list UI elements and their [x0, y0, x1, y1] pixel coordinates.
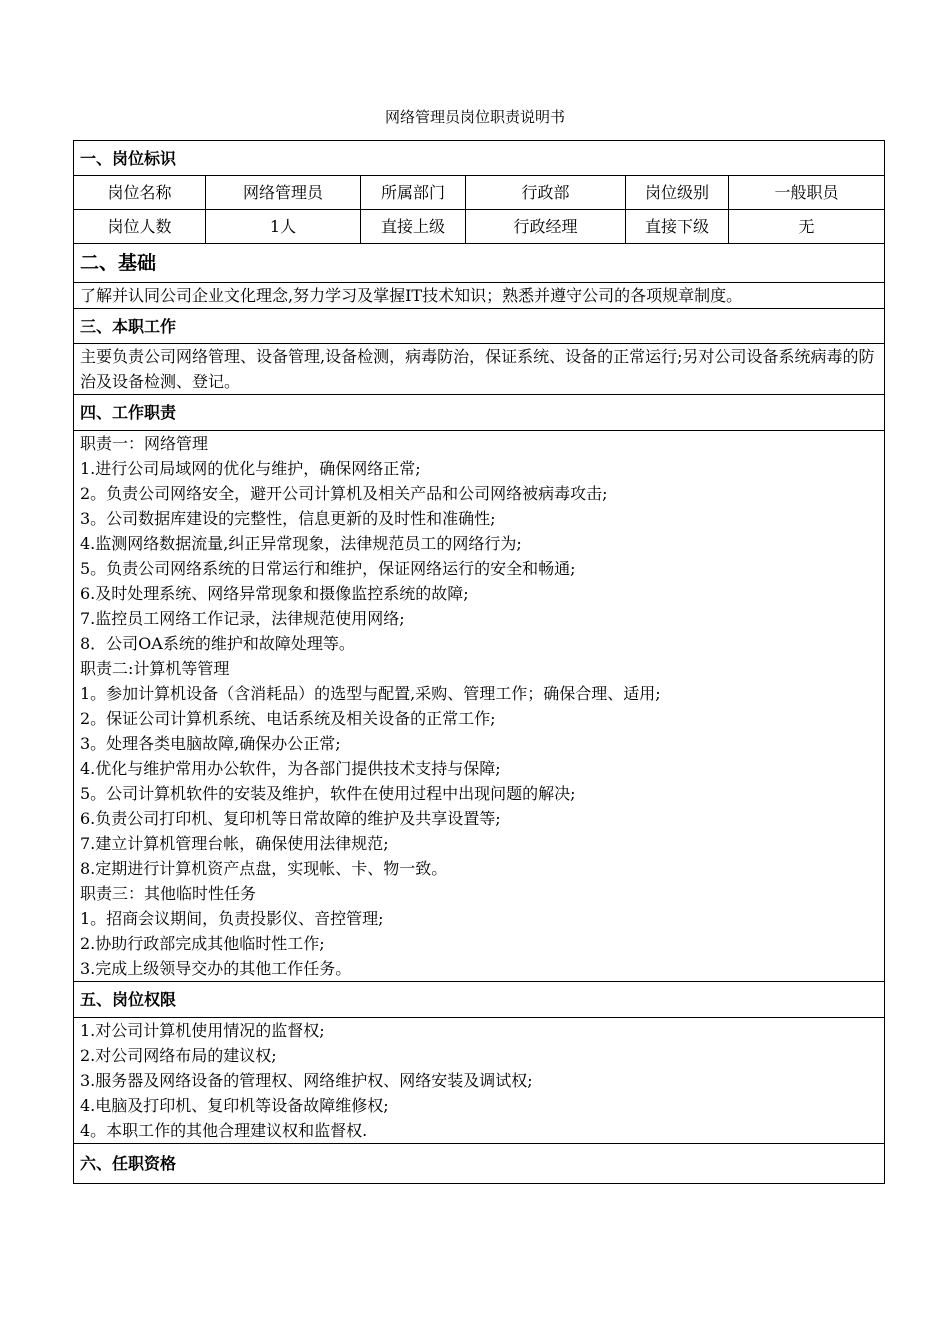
duty-line: 5。负责公司网络系统的日常运行和维护，保证网络运行的安全和畅通;: [80, 559, 576, 578]
authority-line: 2.对公司网络布局的建议权;: [80, 1046, 277, 1065]
duty-line: 5。公司计算机软件的安装及维护，软件在使用过程中出现问题的解决;: [80, 784, 576, 803]
value-department: 行政部: [466, 176, 626, 210]
duty-line: 7.建立计算机管理台帐，确保使用法律规范;: [80, 834, 389, 853]
duty-line: 6.负责公司打印机、复印机等日常故障的维护及共享设置等;: [80, 809, 501, 828]
value-position-level: 一般职员: [729, 176, 885, 210]
duty-line: 3.完成上级领导交办的其他工作任务。: [80, 959, 352, 978]
label-headcount: 岗位人数: [74, 210, 206, 244]
duty-line: 2.协助行政部完成其他临时性工作;: [80, 934, 325, 953]
section2-header-row: [74, 244, 885, 283]
document-title: 网络管理员岗位职责说明书: [384, 108, 565, 126]
duty-line: 职责一：网络管理: [80, 434, 209, 453]
section5-body-row: [74, 1018, 885, 1144]
job-description-table: [73, 140, 885, 1184]
section2-heading: 二、基础: [74, 244, 885, 283]
duty-line: 4.优化与维护常用办公软件，为各部门提供技术支持与保障;: [80, 759, 501, 778]
section2-text: 了解并认同公司企业文化理念,努力学习及掌握IT技术知识；熟悉并遵守公司的各项规章制度。: [74, 283, 885, 309]
value-position-name: 网络管理员: [206, 176, 361, 210]
section3-text: 主要负责公司网络管理、设备管理,设备检测，病毒防治，保证系统、设备的正常运行;另对公司设备系统病毒的防治及设备检测、登记。: [74, 344, 885, 395]
identity-row-2: [74, 210, 885, 244]
section3-body-row: [74, 344, 885, 395]
duty-line: 1。参加计算机设备（含消耗品）的选型与配置,采购、管理工作；确保合理、适用;: [80, 684, 661, 703]
section5-authorities: [74, 1018, 885, 1144]
value-direct-superior: 行政经理: [466, 210, 626, 244]
section6-header-row: [74, 1144, 885, 1184]
duty-line: 8．公司OA系统的维护和故障处理等。: [80, 634, 355, 653]
label-position-level: 岗位级别: [626, 176, 729, 210]
duty-line: 3。处理各类电脑故障,确保办公正常;: [80, 734, 341, 753]
duty-line: 职责二:计算机等管理: [80, 659, 230, 678]
duty-line: 1。招商会议期间，负责投影仪、音控管理;: [80, 909, 384, 928]
duty-line: 1.进行公司局域网的优化与维护，确保网络正常;: [80, 459, 421, 478]
authority-line: 4.电脑及打印机、复印机等设备故障维修权;: [80, 1096, 389, 1115]
duty-line: 8.定期进行计算机资产点盘，实现帐、卡、物一致。: [80, 859, 448, 878]
section6-heading: 六、任职资格: [74, 1144, 885, 1184]
identity-row-1: [74, 176, 885, 210]
section4-duties: [74, 431, 885, 982]
section4-body-row: [74, 431, 885, 982]
section4-header-row: [74, 395, 885, 431]
section2-body-row: [74, 283, 885, 309]
label-department: 所属部门: [361, 176, 466, 210]
section3-header-row: [74, 309, 885, 344]
section4-heading: 四、工作职责: [74, 395, 885, 431]
label-position-name: 岗位名称: [74, 176, 206, 210]
label-direct-subordinate: 直接下级: [626, 210, 729, 244]
section3-heading: 三、本职工作: [74, 309, 885, 344]
duty-line: 6.及时处理系统、网络异常现象和摄像监控系统的故障;: [80, 584, 469, 603]
duty-line: 职责三：其他临时性任务: [80, 884, 257, 903]
authority-line: 3.服务器及网络设备的管理权、网络维护权、网络安装及调试权;: [80, 1071, 533, 1090]
section1-heading: 一、岗位标识: [74, 141, 885, 176]
duty-line: 3。公司数据库建设的完整性，信息更新的及时性和准确性;: [80, 509, 496, 528]
section5-heading: 五、岗位权限: [74, 982, 885, 1018]
duty-line: 2。负责公司网络安全，避开公司计算机及相关产品和公司网络被病毒攻击;: [80, 484, 608, 503]
duty-line: 2。保证公司计算机系统、电话系统及相关设备的正常工作;: [80, 709, 496, 728]
value-direct-subordinate: 无: [729, 210, 885, 244]
authority-line: 4。本职工作的其他合理建议权和监督权.: [80, 1121, 368, 1140]
value-headcount: 1人: [206, 210, 361, 244]
label-direct-superior: 直接上级: [361, 210, 466, 244]
duty-line: 7.监控员工网络工作记录，法律规范使用网络;: [80, 609, 405, 628]
duty-line: 4.监测网络数据流量,纠正异常现象，法律规范员工的网络行为;: [80, 534, 522, 553]
authority-line: 1.对公司计算机使用情况的监督权;: [80, 1021, 325, 1040]
section1-header-row: [74, 141, 885, 176]
section5-header-row: [74, 982, 885, 1018]
